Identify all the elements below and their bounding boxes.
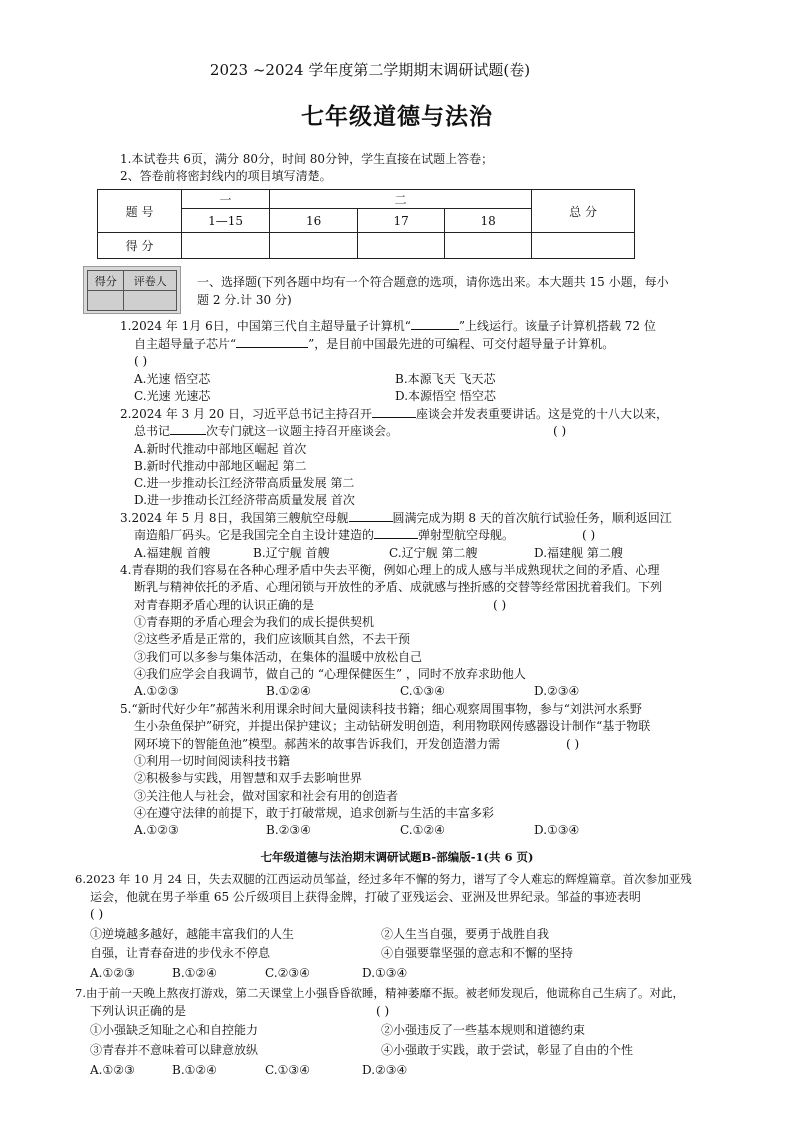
q5-statement-3: ③关注他人与社会，做对国家和社会有用的创造者: [134, 789, 399, 803]
q2-option-b: B.新时代推动中部地区崛起 第二: [134, 459, 307, 473]
q5-option-a: A.①②③: [134, 823, 179, 837]
q3-option-b: B.辽宁舰 首艘: [253, 546, 330, 560]
q2-blank-1: [372, 417, 416, 418]
q2-blank-2: [170, 434, 206, 435]
subcol-18: 18: [445, 209, 532, 233]
q5-statement-2: ②积极参与实践，用智慧和双手去影响世界: [134, 771, 363, 785]
q7-option-b: B.①②④: [172, 1063, 217, 1077]
q5-line3: 网环境下的智能鱼池”模型。郝茜米的故事告诉我们，开发创造潜力需: [134, 737, 501, 751]
page-footer: 七年级道德与法治期末调研试题B-部编版-1(共 6 页): [260, 850, 534, 864]
q2-line2: 总书记 次专门就这一议题主持召开座谈会。: [134, 424, 399, 438]
q4-line2: 断乳与精神依托的矛盾、心理闭锁与开放性的矛盾、成就感与挫折感的交替等经常困扰着我们。下列: [134, 580, 663, 594]
q4-answer-paren: ( ): [493, 598, 507, 612]
q6-option-b: B.①②④: [172, 966, 217, 980]
q7-option-a: A.①②③: [90, 1063, 135, 1077]
q4-statement-4: ④我们应学会自我调节，做自己的 “心理保健医生” ，同时不放弃求助他人: [134, 667, 526, 681]
stamp-score-label: 得分: [88, 271, 124, 291]
exam-title: 2023 ~2024 学年度第二学期期末调研试题(卷): [209, 61, 531, 79]
q3-option-c: C.辽宁舰 第二艘: [389, 546, 478, 560]
q4-statement-3: ③我们可以多参与集体活动，在集体的温暖中放松自己: [134, 650, 423, 664]
stamp-grader-cell[interactable]: [124, 291, 177, 311]
q6-line1: 6.2023 年 10 月 24 日，失去双腿的江西运动员邹益，经过多年不懈的努力，谱写了令人难忘的辉煌篇章。首次参加亚残: [75, 872, 692, 886]
q7-answer-paren: ( ): [376, 1004, 390, 1018]
q4-statement-1: ①青春期的矛盾心理会为我们的成长提供契机: [134, 615, 375, 629]
q5-line2: 生小杂鱼保护”研究，并提出保护建议；主动钻研发明创造，利用物联网传感器设计制作“基于物联: [134, 719, 651, 733]
q4-line1: 4.青春期的我们容易在各种心理矛盾中失去平衡，例如心理上的成人感与半成熟现状之间的矛盾、心理: [120, 563, 660, 577]
score-cell-1[interactable]: [182, 233, 270, 259]
q5-answer-paren: ( ): [566, 737, 580, 751]
q3-option-d: D.福建舰 第二艘: [534, 546, 623, 560]
q7-line2: 下列认识正确的是: [90, 1004, 187, 1018]
subcol-17: 17: [358, 209, 445, 233]
q4-option-d: D.②③④: [534, 684, 580, 698]
q1-option-b: B.本源飞天 飞天芯: [395, 372, 496, 386]
q5-option-c: C.①②④: [400, 823, 445, 837]
q5-line1: 5.“新时代好少年”郝茜米利用课余时间大量阅读科技书籍；细心观察周围事物，参与“刘洪河水系野: [120, 702, 642, 716]
q4-line3: 对青春期矛盾心理的认识正确的是: [134, 598, 315, 612]
stamp-score-cell[interactable]: [88, 291, 124, 311]
q3-line2: 南造船厂码头。它是我国完全自主设计建造的 弹射型航空母舰。: [134, 528, 515, 542]
q6-answer-paren: ( ): [90, 907, 104, 921]
q6-statement-4: ④自强要靠坚强的意志和不懈的坚持: [381, 946, 574, 960]
q4-option-b: B.①②④: [266, 684, 311, 698]
q4-option-a: A.①②③: [134, 684, 179, 698]
q7-statement-1: ①小强缺乏知耻之心和自控能力: [90, 1023, 259, 1037]
q2-option-a: A.新时代推动中部地区崛起 首次: [134, 442, 307, 456]
q1-option-d: D.本源悟空 悟空芯: [395, 389, 496, 403]
section1-heading-line1: 一、选择题(下列各题中均有一个符合题意的选项，请你选出来。本大题共 15 小题，每小: [197, 275, 669, 289]
q6-line2: 运会，他就在男子举重 65 公斤级项目上获得金牌，打破了亚残运会、亚洲及世界纪录。邹益的事迹表明: [90, 890, 641, 904]
question-number-label: 题 号: [98, 190, 182, 233]
score-table: [97, 189, 635, 259]
score-cell-total[interactable]: [532, 233, 635, 259]
q6-option-a: A.①②③: [90, 966, 135, 980]
score-cell-16[interactable]: [270, 233, 358, 259]
part-one-header: 一: [182, 190, 270, 209]
q7-option-c: C.①③④: [265, 1063, 310, 1077]
q1-blank-2: [236, 347, 308, 348]
q6-statement-2: ②人生当自强，要勇于战胜自我: [381, 927, 550, 941]
q1-blank-1: [411, 329, 459, 330]
q7-statement-3: ③青春并不意味着可以肆意放纵: [90, 1043, 259, 1057]
q7-line1: 7.由于前一天晚上熬夜打游戏，第二天课堂上小强昏昏欲睡，精神萎靡不振。被老师发现后，他谎称自己生病了。对此，: [75, 986, 684, 1000]
q5-statement-1: ①利用一切时间阅读科技书籍: [134, 754, 291, 768]
q4-statement-2: ②这些矛盾是正常的，我们应该顺其自然，不去干预: [134, 632, 411, 646]
q1-option-c: C.光速 光速芯: [134, 389, 211, 403]
q3-answer-paren: ( ): [582, 528, 596, 542]
part-two-header: 二: [270, 190, 532, 209]
instruction-2: 2、答卷前将密封线内的项目填写清楚。: [120, 169, 332, 183]
q3-blank-2: [374, 538, 418, 539]
q2-line1: 2.2024 年 3 月 20 日，习近平总书记主持召开 座谈会并发表重要讲话。这是党的十八大以来，: [120, 407, 668, 421]
score-row-label: 得 分: [98, 233, 182, 259]
subject-title: 七年级道德与法治: [301, 103, 493, 130]
q7-statement-4: ④小强敢于实践，敢于尝试，彰显了自由的个性: [381, 1043, 634, 1057]
score-cell-18[interactable]: [445, 233, 532, 259]
q5-statement-4: ④在遵守法律的前提下，敢于打破常规，追求创新与生活的丰富多彩: [134, 806, 495, 820]
q5-option-b: B.②③④: [266, 823, 311, 837]
subcol-16: 16: [270, 209, 358, 233]
q6-option-d: D.①③④: [362, 966, 408, 980]
grader-stamp: [83, 266, 181, 314]
q6-statement-3: 自强，让青春奋进的步伐永不停息: [90, 946, 271, 960]
q1-line2: 自主超导量子芯片“ ”，是目前中国最先进的可编程、可交付超导量子计算机。: [134, 337, 615, 351]
subcol-1-15: 1—15: [182, 209, 270, 233]
q1-answer-paren: ( ): [134, 354, 148, 368]
q6-statement-1: ①逆境越多越好，越能丰富我们的人生: [90, 927, 295, 941]
section1-heading-line2: 题 2 分.计 30 分): [197, 293, 292, 307]
q7-option-d: D.②③④: [362, 1063, 408, 1077]
instruction-1: 1.本试卷共 6页，满分 80分，时间 80分钟，学生直接在试题上答卷；: [120, 152, 494, 166]
q2-option-d: D.进一步推动长江经济带高质量发展 首次: [134, 493, 355, 507]
q3-line1: 3.2024 年 5 月 8日，我国第三艘航空母舰 圆满完成为期 8 天的首次航行试验任务，顺利返回江: [120, 511, 672, 525]
q1-option-a: A.光速 悟空芯: [134, 372, 211, 386]
q3-option-a: A.福建舰 首艘: [134, 546, 211, 560]
total-score-header: 总 分: [532, 190, 635, 233]
q4-option-c: C.①③④: [400, 684, 445, 698]
q2-answer-paren: ( ): [553, 424, 567, 438]
q1-line1: 1.2024 年 1月 6日，中国第三代自主超导量子计算机“ ”上线运行。该量子计算机搭载 72 位: [120, 319, 656, 333]
q3-blank-1: [349, 521, 393, 522]
score-cell-17[interactable]: [358, 233, 445, 259]
q7-statement-2: ②小强违反了一些基本规则和道德约束: [381, 1023, 586, 1037]
stamp-grader-label: 评卷人: [124, 271, 177, 291]
q6-option-c: C.②③④: [265, 966, 310, 980]
q2-option-c: C.进一步推动长江经济带高质量发展 第二: [134, 476, 355, 490]
q5-option-d: D.①③④: [534, 823, 580, 837]
